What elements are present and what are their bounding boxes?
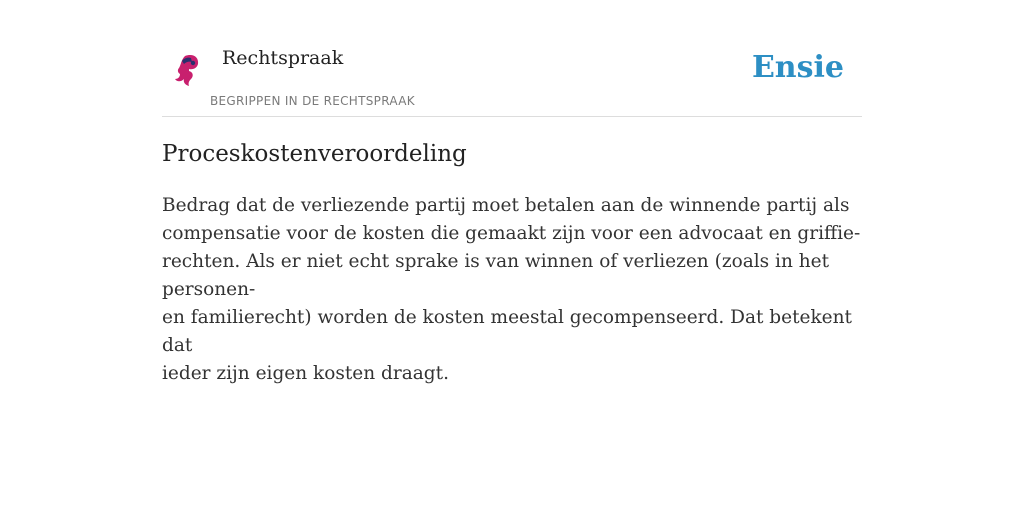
rechtspraak-logo-icon[interactable] (172, 52, 202, 90)
site-subtitle: BEGRIPPEN IN DE RECHTSPRAAK (210, 94, 415, 108)
definition-line: rechten. Als er niet echt sprake is van winnen of verliezen (zoals in het personen- (162, 251, 830, 300)
header (162, 0, 862, 117)
definition-text (162, 192, 874, 388)
definition-line: ieder zijn eigen kosten draagt. (162, 363, 449, 384)
definition-line: en familierecht) worden de kosten meestal gecompenseerd. Dat betekent dat (162, 307, 852, 356)
definition-line: compensatie voor de kosten die gemaakt zijn voor een advocaat en griffie- (162, 223, 861, 244)
definition-line: Bedrag dat de verliezende partij moet betalen aan de winnende partij als (162, 195, 850, 216)
ensie-brand-link[interactable]: Ensie (751, 50, 844, 85)
term-title: Proceskostenveroordeling (162, 141, 467, 167)
site-name[interactable]: Rechtspraak (222, 47, 344, 69)
